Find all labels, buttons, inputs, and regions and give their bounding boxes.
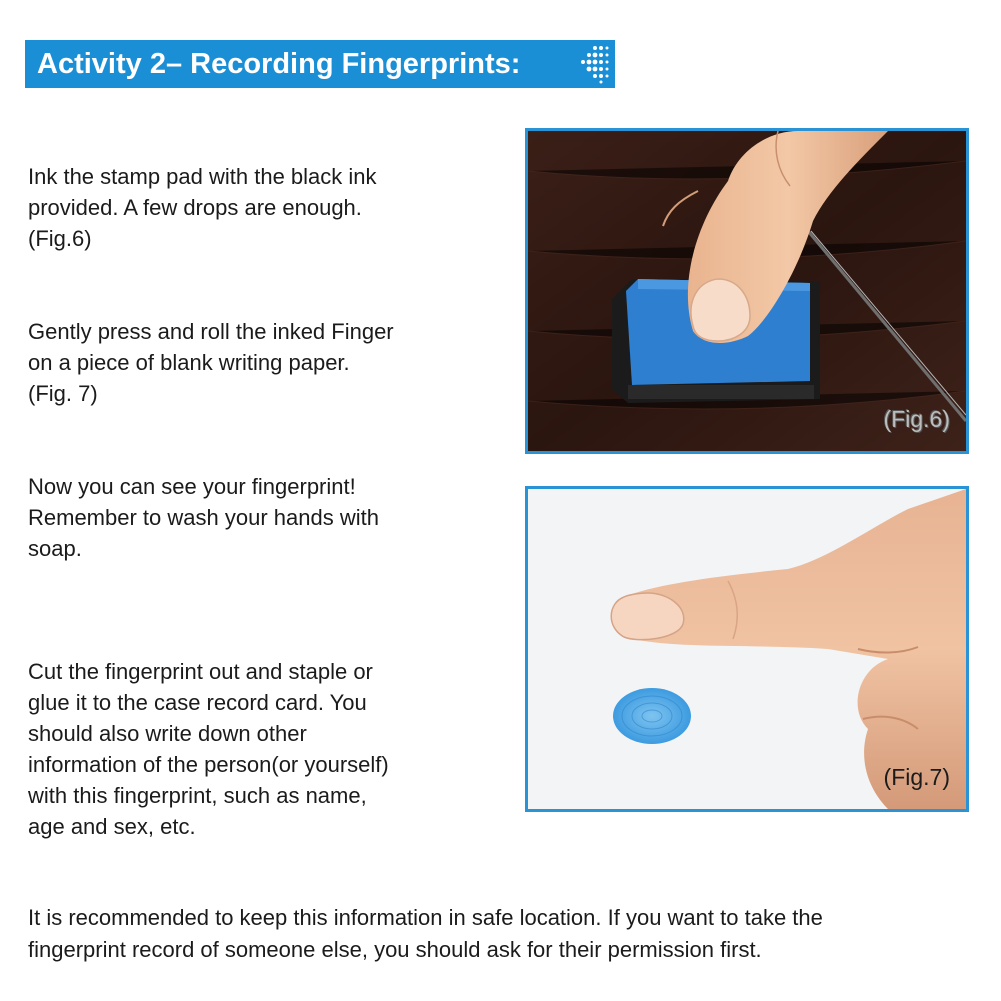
- text-line: on a piece of blank writing paper.: [28, 350, 350, 375]
- section-title: Activity 2– Recording Fingerprints:: [37, 48, 521, 80]
- step-see-fingerprint: [28, 471, 498, 564]
- text-line: Gently press and roll the inked Finger: [28, 319, 394, 344]
- text-line: (Fig.6): [28, 226, 92, 251]
- text-line: should also write down other: [28, 721, 307, 746]
- text-line: provided. A few drops are enough.: [28, 195, 362, 220]
- section-banner: [25, 40, 615, 88]
- step-ink-stamp-pad: [28, 161, 498, 254]
- step-press-finger: [28, 316, 498, 409]
- figure-6: [525, 128, 969, 454]
- text-line: (Fig. 7): [28, 381, 98, 406]
- figure-7: [525, 486, 969, 812]
- text-line: fingerprint record of someone else, you should ask for their permission first.: [28, 937, 762, 962]
- text-line: information of the person(or yourself): [28, 752, 389, 777]
- figure-6-caption: (Fig.6): [883, 406, 950, 432]
- fingerprint-photo: [528, 489, 966, 809]
- figure-7-caption: (Fig.7): [883, 764, 950, 790]
- text-line: Now you can see your fingerprint!: [28, 474, 356, 499]
- footer-note: [28, 902, 978, 966]
- text-line: soap.: [28, 536, 82, 561]
- stamp-pad-photo: [528, 131, 966, 451]
- text-line: glue it to the case record card. You: [28, 690, 367, 715]
- step-cut-fingerprint: [28, 656, 498, 842]
- text-line: age and sex, etc.: [28, 814, 196, 839]
- text-line: Remember to wash your hands with: [28, 505, 379, 530]
- text-line: with this fingerprint, such as name,: [28, 783, 367, 808]
- text-line: It is recommended to keep this information in safe location. If you want to take the: [28, 905, 823, 930]
- text-line: Ink the stamp pad with the black ink: [28, 164, 377, 189]
- dots-icon: [575, 40, 615, 88]
- text-line: Cut the fingerprint out and staple or: [28, 659, 373, 684]
